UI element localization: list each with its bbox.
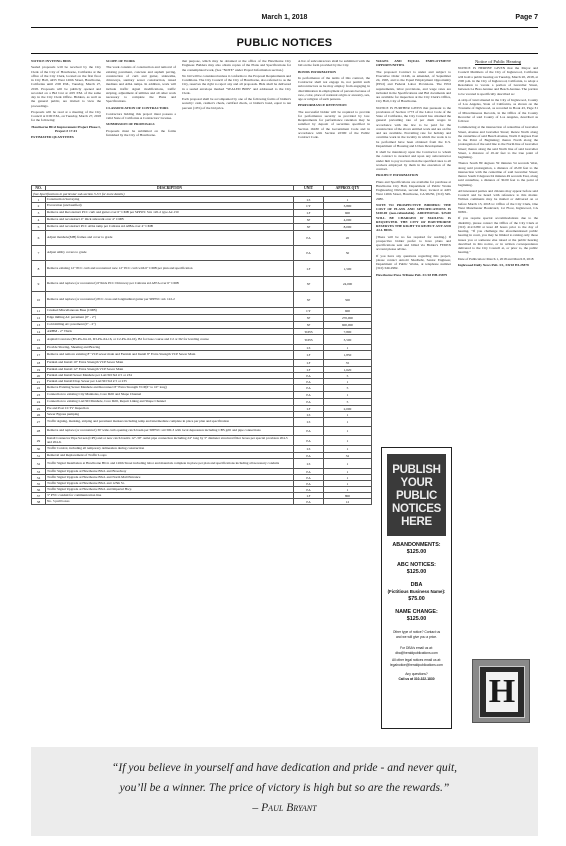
notice-inviting-bids — [31, 59, 101, 184]
item-quantity: 3,800 — [324, 203, 372, 210]
item-number: 29 — [32, 436, 46, 446]
item-description: Remove and reconstruct PCC ADA ramp per Caltrans std A88A over 4" CMB — [46, 224, 294, 231]
item-unit: TONS — [294, 335, 324, 345]
public-hearing-notice — [458, 59, 538, 651]
dba-sublabel: (Fictitious Business Name): — [387, 589, 446, 594]
item-number: 4 — [32, 217, 46, 224]
item-unit: LF — [294, 351, 324, 360]
item-unit: LF — [294, 261, 324, 277]
item-description: Edge milling AC pavement (0" - 2") — [46, 315, 294, 322]
spec-note: (See Specifications in particular sub-section 3-3.5 for more details) — [32, 191, 372, 197]
item-quantity: 600 — [324, 210, 372, 217]
ad-questions: Any questions? — [405, 672, 428, 676]
quote-line: “If you believe in yourself and have dedication and pride - and never quit, — [111, 761, 458, 774]
dba-price: $75.00 — [408, 596, 425, 602]
submission-heading: SUBMISSION OF PROPOSALS — [106, 122, 155, 127]
item-quantity: 1 — [324, 197, 372, 203]
item-number: 23 — [32, 392, 46, 399]
hearing-body: NOTICE IS HEREBY GIVEN that the Mayor and Council Members of the City of Inglewood, California will hold a public hearing on Tuesday, March 20, 2018, at 2:00 p.m. in the City of Inglewood, California, to adopt a Resolution to vacate a portion of Grevelier Street, between La Brea Avenue and Beach Avenue. The portion to be vacated is specifically described as: — [458, 66, 538, 96]
item-description: Connection to existing City Manholes, Core Drill and Shape Channel — [46, 392, 294, 399]
table-row — [32, 261, 372, 277]
item-description: Remove existing 12" PCC curb and reconstruct new 12" PCC curb with 6" CMB per plan and specification — [46, 261, 294, 277]
wages-body: It shall be mandatory upon the Contractor to whom the contract is awarded and upon any subcontractor under him to pay not less than the specified rates to all workers employed by them in the execution of the contract. — [376, 150, 451, 171]
item-quantity: 1 — [324, 459, 372, 469]
column-header: APPROX QTY — [324, 186, 372, 191]
table-row — [32, 322, 372, 329]
item-description: Furnish and Install Drop Sewer per LACSD Std # 5 or 235 — [46, 379, 294, 385]
herald-logo — [472, 659, 530, 723]
item-description: Traffic Control, including all temporary delineation during construction — [46, 446, 294, 453]
item-description: Remove and Reconstruct PCC curb and gutter over 6" CMB per SPPWC Std. 120-2 type A2-150 — [46, 210, 294, 217]
subcontractor-body: A list of subcontractors shall be submitted with the bid on the form provided by the City. — [298, 59, 370, 68]
item-unit: EA — [294, 246, 324, 261]
table-row — [32, 308, 372, 315]
item-number: 8 — [32, 261, 46, 277]
ad-headline-line: YOUR — [400, 477, 433, 489]
item-unit: LF — [294, 367, 324, 373]
item-quantity: 5 — [324, 399, 372, 406]
item-description: Provide Shoring, Sheeting and Bracing — [46, 345, 294, 351]
item-description: No. 5 pull boxes — [46, 499, 294, 505]
item-quantity: 35 — [324, 360, 372, 367]
table-row — [32, 217, 372, 224]
ad-headline-block — [387, 454, 446, 536]
item-number: 13 — [32, 322, 46, 329]
item-unit: SF — [294, 277, 324, 292]
item-quantity: 1 — [324, 487, 372, 493]
hearing-body: Thence South 89 degrees 59 minutes 54 seconds West, along said prolongation, a distance of 45.00 feet to the intersection with the centerline of said Grevelier Street; thence South 0 degrees 04 minutes 49 seconds East, along said centerline, a distance of 30.00 feet to the point of beginning. — [458, 161, 538, 187]
table-row — [32, 210, 372, 217]
item-unit: LF — [294, 406, 324, 412]
ad-headline-line: HERE — [401, 516, 432, 528]
item-description: Remove and replace (or reconstruct) PCC cross and longitudinal gutter per SPPWC std. 122-2 — [46, 292, 294, 308]
item-quantity: 500 — [324, 292, 372, 308]
publication-signoff: Hawthorne Press Tribune Pub. 3/1/18 HH-25879 — [376, 272, 448, 277]
page-header — [31, 14, 538, 26]
item-description: Traffic Signal Installation at Hawthorne Blvd. and 126th Street including labor and materials complete in place per plan and specifications including all necessary conduits — [46, 459, 294, 469]
ad-other-text: Other type of notice? Contact us — [392, 630, 441, 634]
item-number: 28 — [32, 427, 46, 436]
item-number: 17 — [32, 351, 46, 360]
item-unit: EA — [294, 469, 324, 475]
item-number: 5 — [32, 224, 46, 231]
item-description: Pre and Post CCTV Inspection — [46, 406, 294, 412]
ad-other-text: and we will give you a price. — [395, 635, 438, 639]
hearing-heading: Notice of Public Hearing — [474, 59, 522, 64]
item-description: Asphalt Concrete (B3-PG-64-16, D3-PG-64-16, or C2-PG-64-16), B2 for base course and C2 or D2 for leveling course — [46, 335, 294, 345]
item-number: 19 — [32, 367, 46, 373]
item-unit: SF — [294, 217, 324, 224]
table-row — [32, 459, 372, 469]
quote-line: you’ll be a winner. The price of victory is high but so are the rewards.” — [119, 781, 450, 794]
item-unit: SF — [294, 315, 324, 322]
table-row — [32, 399, 372, 406]
item-description: Remove and reconstruct 4" thick sidewalk over 4" CMB — [46, 217, 294, 224]
item-number: 33 — [32, 469, 46, 475]
quantities-table — [31, 185, 372, 505]
item-number: 15 — [32, 335, 46, 345]
item-unit: EA — [294, 385, 324, 392]
item-unit: EA — [294, 392, 324, 399]
item-number: 25 — [32, 406, 46, 412]
publication-signoff: Inglewood Daily News Pub. 3/1, 3/8/18 HI-25878 — [458, 262, 529, 267]
bid-conditions — [182, 59, 291, 180]
project-info-body: Plans and Specifications are available for purchase at Hawthorne City Hall, Department of Public Works Engineering Division, second floor, located at 4455 West 126th Street, Hawthorne, CA 90250, (310) 349-2980. — [376, 179, 451, 201]
item-description: Sewer Bypass pumping — [46, 412, 294, 418]
item-description: Install Connector Pipe Screen (CPS) and or new catch basin's 12"-30" outlet pipe connection including 24" long by 3" diameter structural filter boxes per special provision 204-5 and 204-6. — [46, 436, 294, 446]
bonds-heading: BONDS INFORMATION — [298, 69, 337, 74]
item-number: 26 — [32, 412, 46, 418]
table-row — [32, 360, 372, 367]
dba-email: dba@heraldpublications.com — [395, 651, 438, 655]
logo-letter: H — [486, 672, 518, 712]
item-unit: EA — [294, 373, 324, 379]
item-quantity: 1,850 — [324, 351, 372, 360]
item-number: 30 — [32, 446, 46, 453]
item-quantity: 1 — [324, 481, 372, 487]
item-unit: LS — [294, 345, 324, 351]
item-quantity: 600 — [324, 308, 372, 315]
item-quantity: 1 — [324, 345, 372, 351]
item-unit: LS — [294, 446, 324, 453]
table-row — [32, 392, 372, 399]
quote-author: – Paul Bryant — [252, 801, 317, 814]
item-unit: EA — [294, 436, 324, 446]
publish-notices-ad — [381, 447, 452, 729]
item-number: 9 — [32, 277, 46, 292]
wages-heading: WAGES AND EQUAL EMPLOYMENT OPPORTUNITIES — [376, 59, 451, 68]
item-quantity: 1 — [324, 469, 372, 475]
item-quantity: 50 — [324, 246, 372, 261]
ad-headline-line: PUBLIC — [395, 490, 437, 502]
item-unit: SF — [294, 292, 324, 308]
project-name: Hawthorne Blvd Improvement Project Phase I, Project # 17-01 — [31, 124, 101, 133]
bonds-information — [298, 59, 370, 180]
item-description: Adjust manhole(MH) frames and cover to grade — [46, 231, 294, 246]
header-rule — [31, 27, 538, 28]
performance-body: The successful bidder will be required to provide for performance security as provided by law. Requirements for performance retention may be satisfied by deposit of securities specified in Section 16430 of the Government Code and in accordance with Section 22300 of the Public Contract Code. — [298, 109, 370, 139]
scope-of-work — [106, 59, 176, 180]
item-quantity: 1 — [324, 427, 372, 436]
table-row — [32, 277, 372, 292]
item-description: Furnish and Install 10" Extra Strength VCP Sewer Main — [46, 360, 294, 367]
item-description: Crushed Miscellaneous Base (CMB) — [46, 308, 294, 315]
prospective-bidders-note: NOTE TO PROSPECTIVE BIDDERS: THE COST OF PLANS AND SPECIFICATIONS IS $100.00 (non-refundable). ADDITIONAL $25.00 WILL BE CHARGED IF MAILING IS REQUESTED. THE CITY OF HAWTHORNE RESERVES THE RIGHT TO REJECT ANY AND ALL BIDS. — [376, 202, 451, 233]
item-description: Cold milling AC pavement (0" - 2") — [46, 322, 294, 329]
project-info-heading: PROJECT INFORMATION — [376, 173, 419, 178]
item-number: 14 — [32, 329, 46, 335]
item-quantity: 1 — [324, 412, 372, 418]
item-description: Connection to existing LACSD Manhole, Core Drill, Repair Lining and Shape Channel — [46, 399, 294, 406]
item-number: 36 — [32, 487, 46, 493]
conditions-body: Each proposal shall be accompanied by one of the following forms of bidder's security: cash, cashier's check, certified check, or bidder's bond, equal to ten percent (10%) of the bid price. — [182, 97, 291, 110]
item-quantity: 1 — [324, 475, 372, 481]
project-info-body: (There will be no fee required for reading.) If prospective bidder prefer to have plans and specifications sent and billed via Bidder's FEDEX account please advise. — [376, 234, 451, 252]
item-description: Furnish and Install Sewer Manhole per LACSD Std # 5 or 234 — [46, 373, 294, 379]
table-row — [32, 446, 372, 453]
table-body — [32, 197, 372, 505]
item-description: Traffic signing, marking, striping and pavement markers including temp and intermediate complete in place per plan and specification — [46, 418, 294, 427]
item-quantity: 5 — [324, 385, 372, 392]
ad-headline-line: NOTICES — [391, 503, 441, 515]
name-change-label: NAME CHANGE: — [395, 609, 438, 615]
item-quantity: 1 — [324, 379, 372, 385]
item-number: 10 — [32, 292, 46, 308]
item-unit: SF — [294, 322, 324, 329]
item-unit: EA — [294, 399, 324, 406]
item-quantity: 12 — [324, 499, 372, 505]
item-number: 12 — [32, 315, 46, 322]
item-quantity: 24,000 — [324, 277, 372, 292]
item-description: ARHM - 2" Thick — [46, 329, 294, 335]
item-number: 35 — [32, 481, 46, 487]
column-header: UNIT — [294, 186, 324, 191]
item-unit: EA — [294, 499, 324, 505]
estimated-quantities-heading: ESTIMATED QUANTITIES — [31, 135, 74, 139]
item-description: Remove and remove existing 8" VCP sewer main and Furnish and Install 8" Extra Strength VCP Sewer Main — [46, 351, 294, 360]
item-number: 18 — [32, 360, 46, 367]
item-unit: CY — [294, 308, 324, 315]
item-quantity: 1 — [324, 418, 372, 427]
table-row — [32, 246, 372, 261]
ad-phone: Call us at 310-322-1830 — [398, 677, 435, 681]
item-number: 24 — [32, 399, 46, 406]
item-description: Traffic Signal Upgrade at Hawthorne Blvd. and 125th St. — [46, 481, 294, 487]
name-change-price: $125.00 — [406, 616, 427, 622]
table-row — [32, 436, 372, 446]
item-quantity: 1,500 — [324, 261, 372, 277]
notice-heading: NOTICE INVITING BIDS — [31, 59, 71, 63]
table-row — [32, 224, 372, 231]
conditions-body: No bid will be considered unless it conforms to the Proposal Requirements and Conditions. The City Council of the City of Hawthorne, also referred to as the City, reserves the right to reject any and all proposals. Bids shall be delivered in a sealed envelope marked "SEALED BIDS" and addressed to the City Clerk. — [182, 73, 291, 95]
classification-body: Contractors bidding this project must possess a valid State of California A Contractors' License. — [106, 111, 176, 120]
hearing-body: Commencing at the intersection of centerline of Grevelier Street, Avenue and Grevelier Street; thence North along the centerline of said Beach Avenue, North 0 degrees East to the Point of Beginning; thence North along the prolongation of the said line to the North line of Grevelier Street; thence along the said North line of said Grevelier Street, a distance of 45.42 feet to the true point of beginning. — [458, 125, 538, 159]
item-quantity: 32 — [324, 453, 372, 459]
table-row — [32, 335, 372, 345]
item-quantity: 270,000 — [324, 315, 372, 322]
scope-body: The work consists of construction and removal of existing pavement, concrete and asphalt paving, construction of curb and gutter, sidewalks, driveways, sanitary sewer construction, raised medians and ADA ramps. In addition, work will include traffic signal modifications, traffic striping, adjustment of utilities and all other work necessary to complete the Plans and Specifications. — [106, 65, 176, 104]
item-number: 38 — [32, 499, 46, 505]
item-quantity: 1 — [324, 392, 372, 399]
submission-body: Proposals must be submitted on the forms furnished by the City of Hawthorne. — [106, 128, 176, 137]
abandonments-price: $125.00 — [406, 549, 427, 555]
item-number: 3 — [32, 210, 46, 217]
abc-price: $125.00 — [406, 569, 427, 575]
quote-banner — [31, 747, 538, 836]
table-row — [32, 427, 372, 436]
item-unit: EA — [294, 379, 324, 385]
item-unit: EA — [294, 453, 324, 459]
item-unit: EA — [294, 475, 324, 481]
item-number: 37 — [32, 493, 46, 499]
abc-label: ABC NOTICES: — [397, 562, 436, 568]
hearing-body: Date of Publication: March 1, 2018 and March 8, 2018 — [458, 256, 534, 261]
classification-heading: CLASSIFICATION OF CONTRACTORS — [106, 105, 169, 110]
item-description: Adjust utility covers to grade — [46, 246, 294, 261]
abandonments-label: ABANDONMENTS: — [392, 542, 441, 548]
item-number: 22 — [32, 385, 46, 392]
item-description: Remove Existing Sewer Manhole and Reconnect 8" Extra Strength VCP(6" to 10" long) — [46, 385, 294, 392]
item-quantity: 3,500 — [324, 335, 372, 345]
item-unit: SF — [294, 224, 324, 231]
item-unit: LF — [294, 360, 324, 367]
item-number: 1 — [32, 197, 46, 203]
logo-frame — [479, 666, 525, 718]
conditions-body: that purpose, which may be obtained at the office of the Hawthorne City Engineer. Bidders may also obtain copies of the Plans and Specifications for the contemplated work, (See "NOTE" under Project Information section.) — [182, 59, 291, 72]
page-number: Page 7 — [515, 14, 538, 21]
item-description: 3" PVC conduit for communication line — [46, 493, 294, 499]
bonds-body: In performance of the terms of this contract, the Contractor shall not engage in, nor permit such subcontractors as he may employ from engaging in discrimination in employment of persons because of race, color, place of national origin or ancestry, sex, age or religion of such persons. — [298, 75, 370, 101]
item-unit: EA — [294, 231, 324, 246]
hearing-body: All interested parties and citizens may appear before said Council and be heard with reference to this matter. Written comments may be mailed or delivered on or before March 13, 2018 to: Office of the City Clerk, One West Manchester Boulevard, 1st Floor, Inglewood, CA 90301. — [458, 188, 538, 214]
item-number: 27 — [32, 418, 46, 427]
hearing-body: A strip of land situated in the City of Inglewood, County of Los Angeles, State of California, as shown on the Townsite of Inglewood, as recorded in Book 43, Page 31 of Miscellaneous Records, in the Office of the County Recorder of said County of Los Angeles, described as follows: — [458, 97, 538, 123]
item-unit: EA — [294, 481, 324, 487]
item-description: Excavation (unclassified) — [46, 203, 294, 210]
item-unit: LS — [294, 459, 324, 469]
item-quantity: 5 — [324, 373, 372, 379]
column-header: NO. — [32, 186, 46, 191]
item-number: 16 — [32, 345, 46, 351]
item-number: 31 — [32, 453, 46, 459]
item-description: Remove and replace (or reconstruct) 6"thick PCC Driveway per Caltrans std A87A over 6" CMB — [46, 277, 294, 292]
item-number: 7 — [32, 246, 46, 261]
item-unit: LS — [294, 418, 324, 427]
ad-headline-line: PUBLISH — [392, 464, 441, 476]
wages-notice — [376, 59, 451, 442]
item-quantity: 1,620 — [324, 367, 372, 373]
item-unit: TONS — [294, 329, 324, 335]
table-row — [32, 499, 372, 505]
title-rule — [31, 53, 538, 54]
item-description: Removal and Replacement of Traffic Loops — [46, 453, 294, 459]
table-row — [32, 351, 372, 360]
item-quantity: 2,000 — [324, 406, 372, 412]
item-unit: CY — [294, 203, 324, 210]
ad-contact-text: For DBA's email us at: — [400, 646, 433, 650]
item-quantity: 4,000 — [324, 217, 372, 224]
table-row — [32, 418, 372, 427]
notice-body: Sealed proposals will be received by the City Clerk of the City of Hawthorne, California at the office of the City Clerk, located on the first floor in City Hall, 4455 West 126th Street, Hawthorne, California until 2:00 P.M., Tuesday, March 27, 2018. Proposals will be publicly opened and recorded on a Bid List at 4:05 P.M. of the same day in the City Clerk Office. Bidders, as well as the general public, are invited to view the proceedings. — [31, 65, 101, 108]
table-row — [32, 231, 372, 246]
item-number: 34 — [32, 475, 46, 481]
wages-body: NOTICE IS FURTHER GIVEN that pursuant to the provisions of Section 1773 of the Labor Code of the State of California, the City Council has obtained the general prevailing rate of per diem wages in accordance with the law to be paid for the construction of the above entitled work and are on file and are available. Prevailing rate for holiday and overtime work in the locality in which the work is to be performed have been obtained from the U.S. Department of Housing and Urban Development. — [376, 105, 451, 148]
table-row — [32, 292, 372, 308]
item-quantity: 8,000 — [324, 224, 372, 231]
ad-contact-text: All other legal notices email us at: — [391, 658, 442, 662]
item-unit: EA — [294, 427, 324, 436]
item-number: 21 — [32, 379, 46, 385]
dba-label: DBA — [410, 582, 423, 588]
item-unit: LF — [294, 493, 324, 499]
item-description: Remove and replace (or reconstruct) 30' wide curb opening catch basin per SPPWC std 300-3 with local depression including CBS grill and pipe connections — [46, 427, 294, 436]
scope-heading: SCOPE OF WORK — [106, 59, 136, 63]
item-quantity: 20 — [324, 231, 372, 246]
column-header: DESCRIPTION — [46, 186, 294, 191]
item-number: 32 — [32, 459, 46, 469]
hearing-body: If you require special accommodations due to the disability, please contact the Office of the City Clerk at (310) 412-5280 at least 48 hours prior to the day of hearing. "If you challenge the aforementioned public hearing in court, you may be limited to raising only those issues you or someone else raised at the public hearing described in this notice, or in written correspondence delivered to the City Council at, or prior to, the public hearing." — [458, 216, 538, 255]
item-quantity: 600,000 — [324, 322, 372, 329]
item-description: Traffic Signal Upgrade at Hawthorne Blvd. and Imperial Hwy. — [46, 487, 294, 493]
item-unit: LF — [294, 210, 324, 217]
item-quantity: 1 — [324, 436, 372, 446]
issue-date: March 1, 2018 — [261, 14, 308, 21]
item-description: Furnish and Install 12" Extra Strength VCP Sewer Main — [46, 367, 294, 373]
item-number: 11 — [32, 308, 46, 315]
item-unit: LS — [294, 412, 324, 418]
performance-heading: PERFORMANCE RETENTION — [298, 103, 347, 108]
item-number: 20 — [32, 373, 46, 379]
wages-body: The proposed Contract is under and subject to Executive Order 11246, as amended, of September 24, 1965, and to the Equal Employment Opportunity (EEO) and Federal Labor Provisions. The EEO requirements, labor provisions, and wage rates are included in the Specifications and Bid documents and are available for inspection at the City Clerk's Office, City Hall, City of Hawthorne. — [376, 69, 451, 104]
item-description: Construction Surveying — [46, 197, 294, 203]
item-description: Traffic Signal Upgrade at Hawthorne Blvd. and Broadway — [46, 469, 294, 475]
item-number: 2 — [32, 203, 46, 210]
notice-body: Proposals will be read at a meeting of the City Council at 6:00 P.M., on Tuesday, March 27, 2018 for the following: — [31, 109, 101, 123]
item-quantity: 1 — [324, 446, 372, 453]
item-quantity: 800 — [324, 493, 372, 499]
item-unit: LS — [294, 197, 324, 203]
legal-notice-email: legalnotice@heraldpublications.com — [390, 663, 443, 667]
project-info-body: If you have any questions regarding this project, please contact Arnold Shadbehr, Senior Engineer, Department of Public Works, at telephone number (310) 349-2982. — [376, 253, 451, 271]
item-quantity: 7,800 — [324, 329, 372, 335]
item-description: Traffic Signal Upgrade at Hawthorne Blvd. and North Mall Entrance — [46, 475, 294, 481]
item-number: 6 — [32, 231, 46, 246]
section-title: PUBLIC NOTICES — [236, 37, 333, 49]
table-row — [32, 315, 372, 322]
table-row — [32, 385, 372, 392]
item-unit: EA — [294, 487, 324, 493]
table-row — [32, 203, 372, 210]
